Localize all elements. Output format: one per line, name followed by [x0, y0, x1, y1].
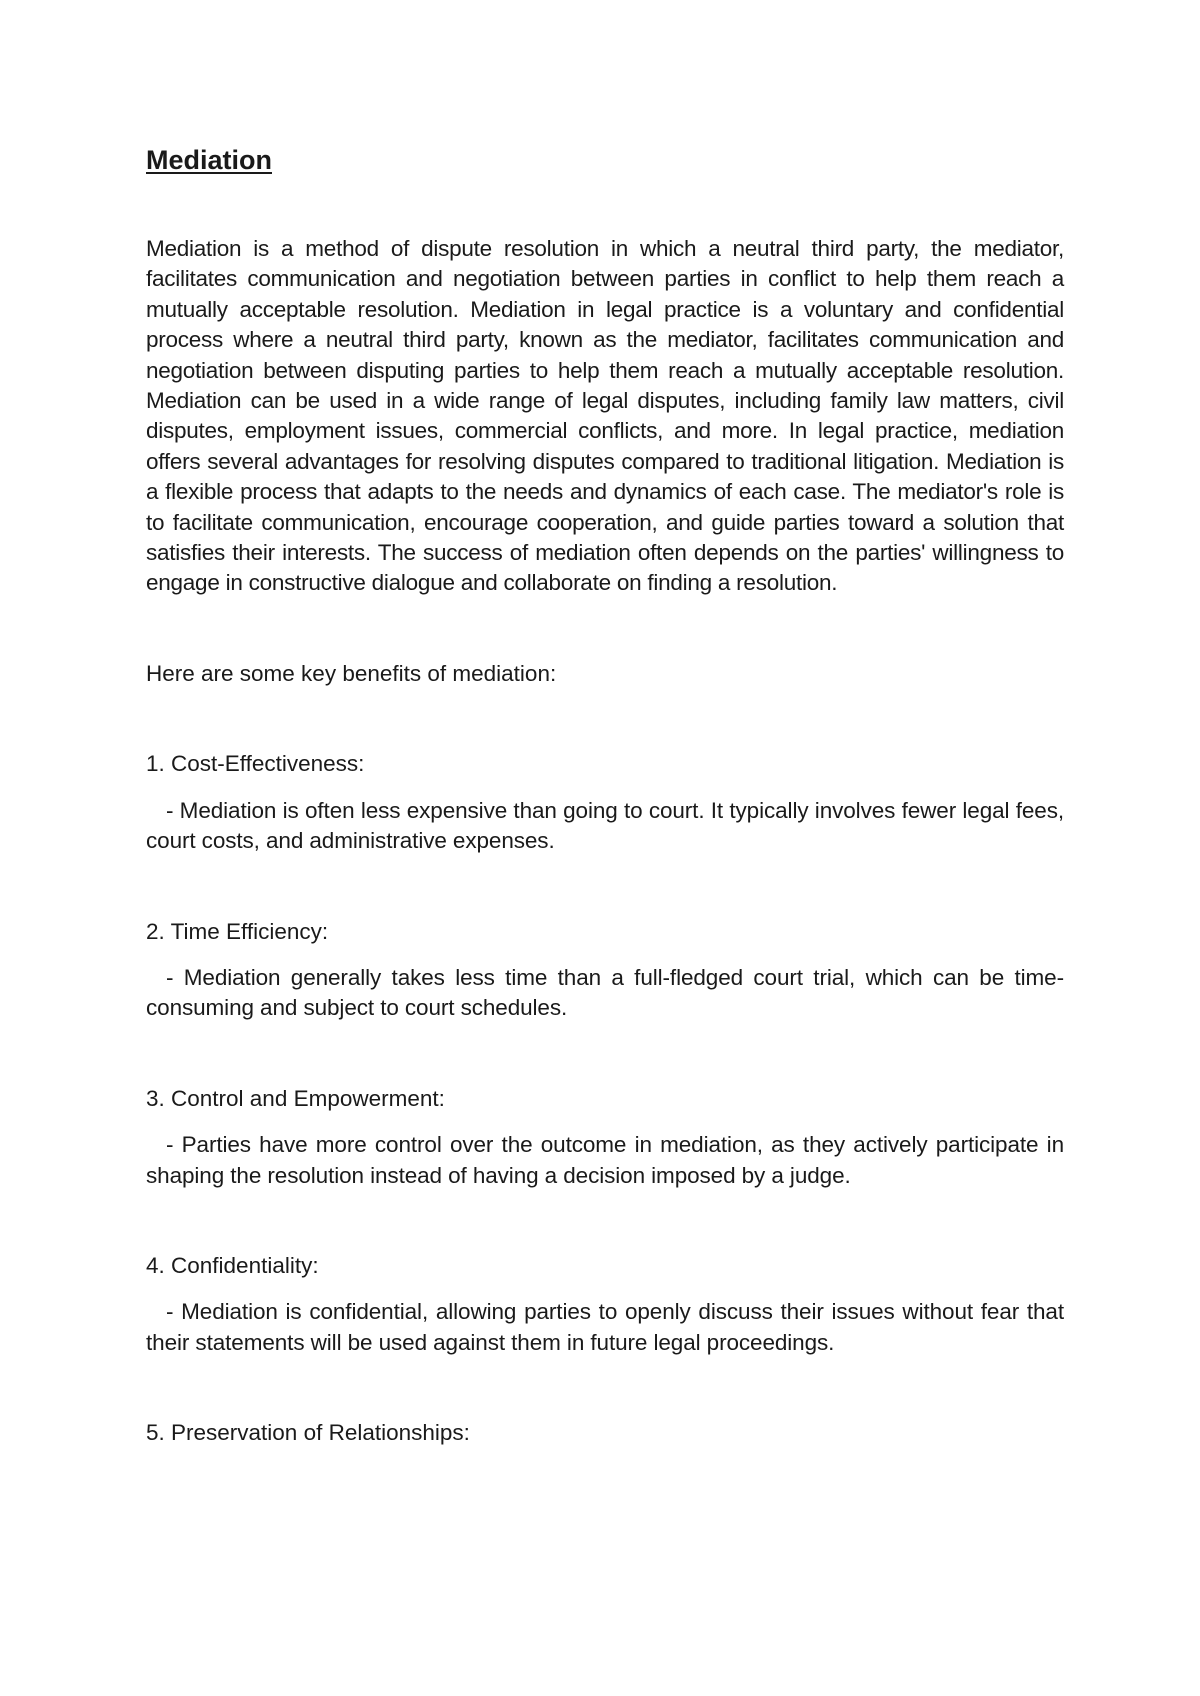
intro-paragraph: Mediation is a method of dispute resolution in which a neutral third party, the mediator, facilitates communication and negotiation between parties in conflict to help them reach a mutually acceptable resolution. Mediation in legal practice is a voluntary and confidential process where a neutral third party, known as the mediator, facilitates communication and negotiation between disputing parties to help them reach a mutually acceptable resolution. Mediation can be used in a wide range of legal disputes, including family law matters, civil disputes, employment issues, commercial conflicts, and more. In legal practice, mediation offers several advantages for resolving disputes compared to traditional litigation. Mediation is a flexible process that adapts to the needs and dynamics of each case. The mediator's role is to facilitate communication, encourage cooperation, and guide parties toward a solution that satisfies their interests. The success of mediation often depends on the parties' willingness to engage in constructive dialogue and collaborate on finding a resolution. [146, 236, 1064, 596]
benefit-item-time-efficiency [146, 917, 1064, 1024]
benefit-body: - Mediation is confidential, allowing parties to openly discuss their issues without fear that their statements will be used against them in future legal proceedings. [146, 1299, 1064, 1355]
benefit-heading: 5. Preservation of Relationships: [146, 1420, 470, 1446]
benefit-body: - Mediation is often less expensive than going to court. It typically involves fewer legal fees, court costs, and administrative expenses. [146, 797, 1064, 854]
document-page [146, 143, 1064, 1449]
benefit-heading: 4. Confidentiality: [146, 1252, 319, 1278]
benefits-lead-text: Here are some key benefits of mediation: [146, 660, 557, 686]
benefit-heading: 2. Time Efficiency: [146, 918, 329, 944]
benefit-heading: 3. Control and Empowerment: [146, 1085, 445, 1111]
benefit-item-cost-effectiveness [146, 749, 1064, 856]
benefit-item-preservation-of-relationships [146, 1418, 1064, 1448]
benefit-item-control-and-empowerment [146, 1084, 1064, 1191]
document-title: Mediation [146, 145, 272, 175]
benefit-heading: 1. Cost-Effectiveness: [146, 751, 365, 777]
benefit-item-confidentiality [146, 1251, 1064, 1358]
benefit-body: - Parties have more control over the outcome in mediation, as they actively participate in shaping the resolution instead of having a decision imposed by a judge. [146, 1132, 1064, 1188]
benefit-body: - Mediation generally takes less time than a full-fledged court trial, which can be time-consuming and subject to court schedules. [146, 964, 1064, 1021]
